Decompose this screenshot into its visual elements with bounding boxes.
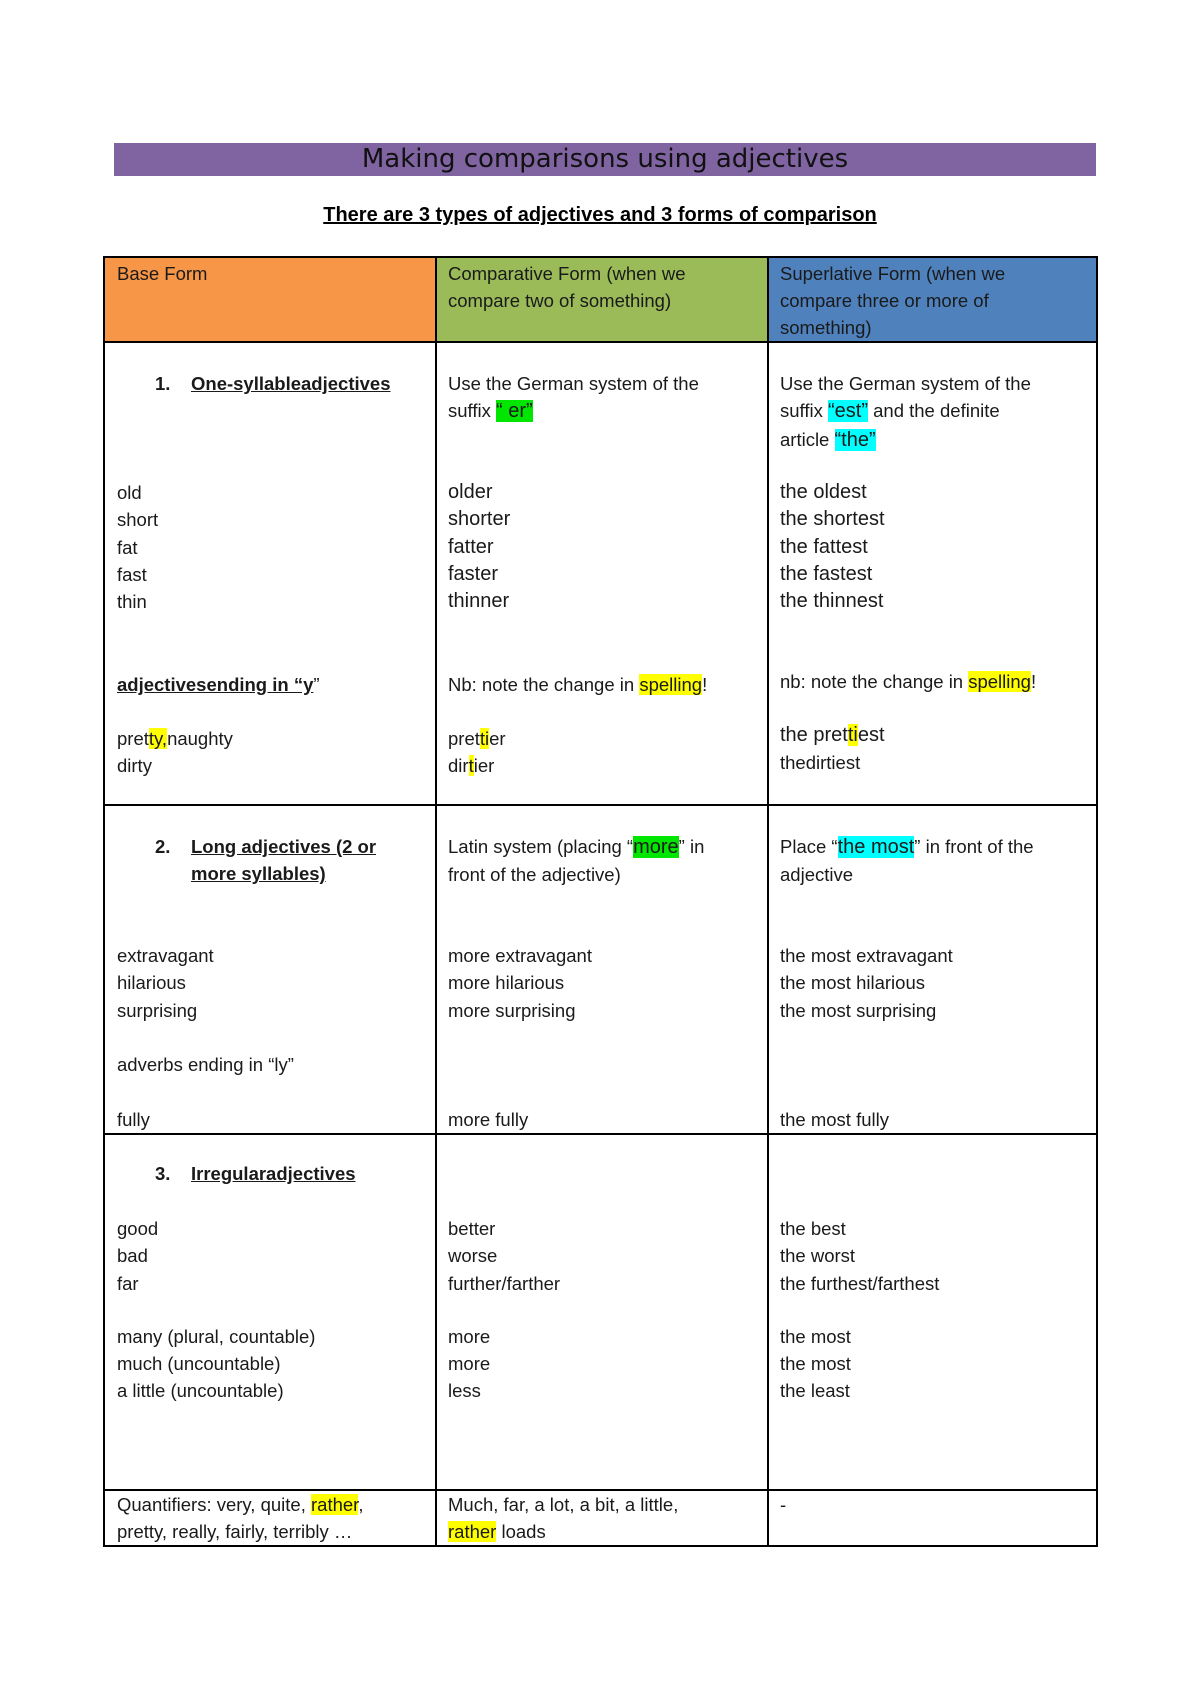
irregular-heading: 3. Irregularadjectives [155, 1163, 356, 1184]
header-comparative-cell [437, 258, 767, 341]
list-item: dirtier [448, 755, 495, 777]
adverb-comparative: more fully [448, 1109, 529, 1130]
list-item: thedirtiest [780, 752, 861, 774]
long-superlative-list [780, 942, 953, 1024]
list-item: extravagant [117, 945, 214, 966]
little-superlative: the least [780, 1380, 850, 1401]
list-item: more [448, 1353, 491, 1375]
one-syllable-base-list [117, 479, 158, 615]
list-item: shorter [448, 508, 511, 531]
list-item: better [448, 1218, 496, 1239]
row-divider [105, 1133, 1096, 1135]
list-item: the oldest [780, 481, 867, 503]
header-superlative-cell [769, 258, 1096, 341]
page-title-bar [114, 143, 1096, 176]
irregular-superlative-list [780, 1215, 939, 1297]
list-item: fatter [448, 535, 494, 558]
list-item: more extravagant [448, 945, 592, 966]
comparative-spelling-note: Nb: note the change in spelling! [448, 674, 708, 695]
one-syllable-comparative-rule: Use the German system of the suffix “ er” [448, 373, 699, 423]
long-superlative-rule: Place “the most” in front of the adjective [780, 836, 1034, 886]
little-comparative: less [448, 1380, 481, 1401]
list-item: the thinnest [780, 590, 884, 613]
irregular-base-list [117, 1215, 158, 1297]
quantity-superlative-list [780, 1323, 851, 1378]
quantifiers-base: Quantifiers: very, quite, rather, pretty, really, fairly, terribly … [117, 1494, 364, 1543]
list-item: the prettiest [780, 724, 885, 746]
list-item: the most [780, 1353, 851, 1375]
quantifiers-superlative: - [780, 1494, 787, 1515]
list-item: thin [117, 591, 147, 613]
list-item: the fattest [780, 535, 868, 558]
list-item: good [117, 1218, 159, 1239]
one-syllable-superlative-rule: Use the German system of the suffix “est” and the definite article “the” [780, 373, 1031, 451]
list-item: old [117, 482, 142, 503]
long-base-list [117, 942, 214, 1024]
adverb-superlative: the most fully [780, 1109, 889, 1130]
list-item: faster [448, 562, 499, 585]
adverb-base: fully [117, 1109, 150, 1130]
irregular-comparative-list [448, 1215, 560, 1297]
list-item: the most hilarious [780, 972, 925, 994]
list-item: further/farther [448, 1272, 561, 1294]
list-item: the most surprising [780, 999, 937, 1021]
y-ending-superlative-list [780, 722, 885, 777]
row-divider [105, 341, 1096, 343]
list-item: hilarious [117, 972, 186, 994]
list-item: short [117, 509, 159, 531]
list-item: much (uncountable) [117, 1353, 281, 1375]
list-item: fast [117, 563, 147, 585]
list-item: the fastest [780, 562, 873, 585]
column-divider [767, 258, 769, 1545]
list-item: more [448, 1326, 491, 1347]
list-item: surprising [117, 999, 198, 1021]
long-comparative-rule: Latin system (placing “more” in front of the adjective) [448, 836, 705, 886]
comparison-table [103, 256, 1098, 1547]
list-item: prettier [448, 728, 506, 749]
adverbs-heading: adverbs ending in “ly” [117, 1054, 294, 1075]
list-item: bad [117, 1245, 148, 1267]
list-item: thinner [448, 590, 510, 613]
column-divider [435, 258, 437, 1545]
row-divider [105, 804, 1096, 806]
quantity-comparative-list [448, 1323, 490, 1378]
list-item: dirty [117, 755, 152, 777]
list-item: more surprising [448, 999, 576, 1021]
long-comparative-list [448, 942, 592, 1024]
list-item: pretty,naughty [117, 728, 233, 749]
list-item: more hilarious [448, 972, 565, 994]
little-base: a little (uncountable) [117, 1380, 284, 1401]
header-superlative: Superlative Form (when we compare three or more of something) [780, 263, 1006, 338]
superlative-spelling-note: nb: note the change in spelling! [780, 671, 1037, 692]
list-item: the shortest [780, 508, 885, 531]
y-ending-base-list [117, 725, 233, 780]
list-item: the furthest/farthest [780, 1272, 940, 1294]
quantifiers-comparative: Much, far, a lot, a bit, a little, rather loads [448, 1494, 679, 1543]
quantity-base-list [117, 1323, 315, 1378]
list-item: older [448, 481, 493, 503]
list-item: the worst [780, 1245, 856, 1267]
page-title: Making comparisons using adjectives [361, 144, 849, 174]
list-item: worse [448, 1245, 498, 1267]
list-item: far [117, 1272, 139, 1294]
one-syllable-comparative-list [448, 479, 510, 615]
header-comparative: Comparative Form (when we compare two of something) [448, 263, 686, 311]
y-ending-comparative-list [448, 725, 506, 780]
list-item: fat [117, 536, 138, 558]
list-item: the best [780, 1218, 846, 1239]
y-ending-heading: adjectivesending in “y” [117, 674, 320, 695]
long-adjectives-heading: 2. Long adjectives (2 or more syllables) [155, 836, 377, 885]
page-subtitle: There are 3 types of adjectives and 3 forms of comparison [323, 204, 877, 226]
header-base: Base Form [117, 263, 208, 284]
one-syllable-superlative-list [780, 479, 885, 615]
list-item: the most [780, 1326, 851, 1347]
list-item: many (plural, countable) [117, 1326, 316, 1347]
one-syllable-heading: 1. One-syllableadjectives [155, 373, 391, 394]
list-item: the most extravagant [780, 945, 953, 966]
header-base-cell [105, 258, 435, 341]
